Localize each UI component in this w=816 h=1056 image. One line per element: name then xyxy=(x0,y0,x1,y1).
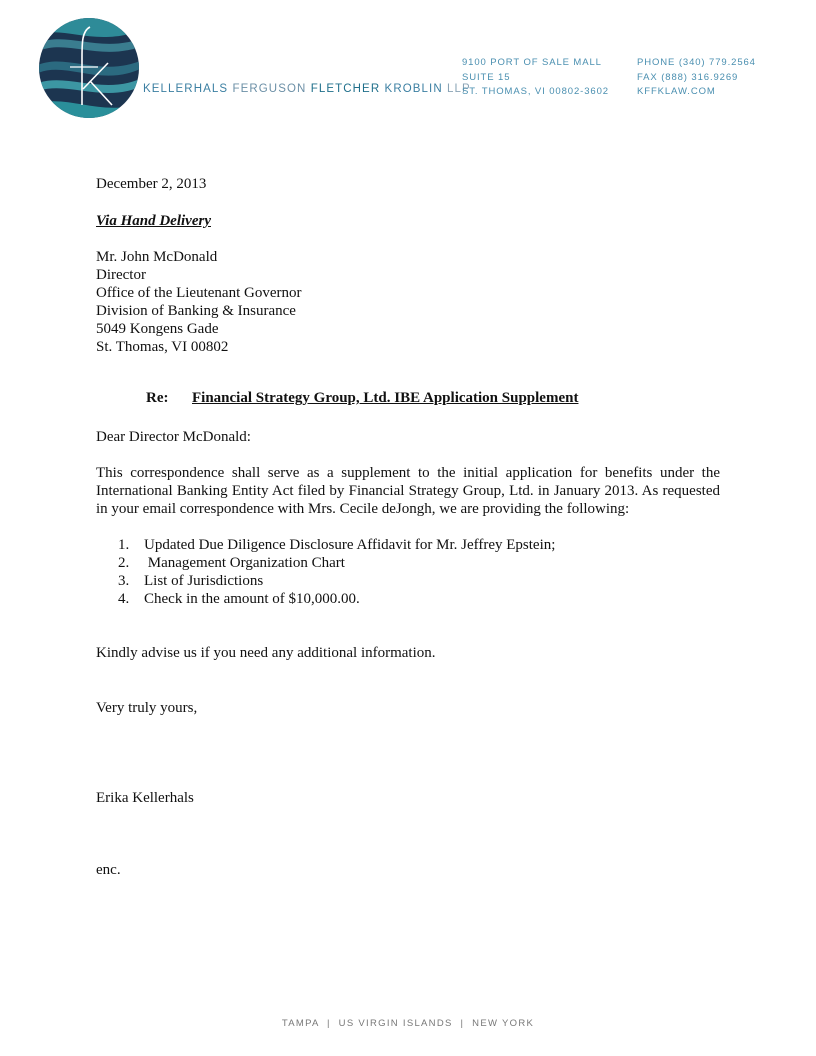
subject-line xyxy=(146,389,578,407)
footer-locations: TAMPA | US VIRGIN ISLANDS | NEW YORK xyxy=(281,1018,535,1029)
list-text: Updated Due Diligence Disclosure Affidavit for Mr. Jeffrey Epstein; xyxy=(144,537,556,553)
address-line: SUITE 15 xyxy=(462,71,511,83)
firm-name-part: FLETCHER xyxy=(310,83,381,95)
closing-request: Kindly advise us if you need any additional information. xyxy=(96,645,436,661)
list-number: 1. xyxy=(118,537,130,553)
firm-name-part: FERGUSON xyxy=(232,83,307,95)
phone-line: PHONE (340) 779.2564 xyxy=(637,57,756,68)
recipient-line: Mr. John McDonald xyxy=(96,249,218,265)
letter-date: December 2, 2013 xyxy=(96,176,207,192)
address-line: 9100 PORT OF SALE MALL xyxy=(462,57,602,68)
enclosure-list xyxy=(118,536,555,608)
fax-line: FAX (888) 316.9269 xyxy=(637,71,739,83)
signer-name: Erika Kellerhals xyxy=(96,790,194,806)
list-text: Management Organization Chart xyxy=(144,555,345,571)
recipient-line: Director xyxy=(96,267,146,283)
recipient-block xyxy=(96,248,720,356)
firm-logo xyxy=(38,17,140,119)
list-item xyxy=(118,554,555,572)
body-paragraph: This correspondence shall serve as a supplement to the initial application for benefits under the International Banking Entity Act filed by Financial Strategy Group, Ltd. in January 2013. As requested in your email correspondence with Mrs. Cecile deJongh, we are providing the following: xyxy=(96,465,720,517)
address-line: ST. THOMAS, VI 00802-3602 xyxy=(462,86,609,97)
list-number: 3. xyxy=(118,573,130,589)
list-number: 4. xyxy=(118,591,130,607)
recipient-line: St. Thomas, VI 00802 xyxy=(96,339,229,355)
firm-name-part: KELLERHALS xyxy=(143,83,229,95)
list-text: Check in the amount of $10,000.00. xyxy=(144,591,360,607)
subject-label: Re: xyxy=(146,390,169,406)
list-number: 2. xyxy=(118,555,130,571)
salutation: Dear Director McDonald: xyxy=(96,429,251,445)
subject-text: Financial Strategy Group, Ltd. IBE Application Supplement xyxy=(192,390,579,406)
list-item xyxy=(118,572,555,590)
list-text: List of Jurisdictions xyxy=(144,573,264,589)
website-line: KFFKLAW.COM xyxy=(637,86,716,97)
firm-name xyxy=(143,83,471,95)
enclosure-note: enc. xyxy=(96,862,121,878)
firm-name-part: KROBLIN xyxy=(384,83,443,95)
list-item xyxy=(118,536,555,554)
firm-address xyxy=(462,56,609,100)
firm-name-part: LLP xyxy=(447,83,471,95)
firm-contact xyxy=(637,56,756,100)
recipient-line: 5049 Kongens Gade xyxy=(96,321,219,337)
list-item xyxy=(118,590,555,608)
recipient-line: Office of the Lieutenant Governor xyxy=(96,285,302,301)
delivery-method: Via Hand Delivery xyxy=(96,213,211,229)
complimentary-close: Very truly yours, xyxy=(96,700,198,716)
recipient-line: Division of Banking & Insurance xyxy=(96,303,296,319)
